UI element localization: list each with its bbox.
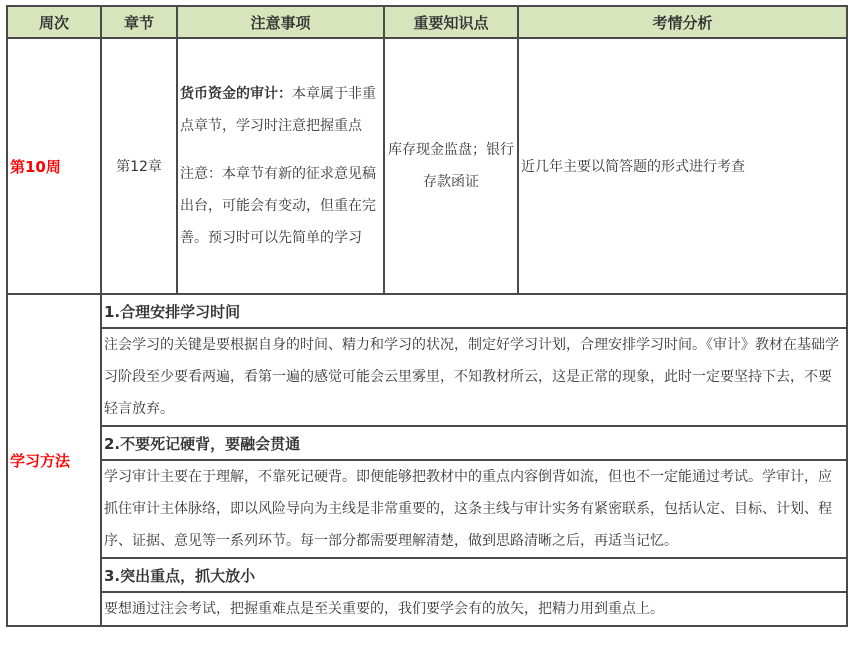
method-title-1: 1.合理安排学习时间 — [101, 294, 847, 328]
method-title-row-3 — [7, 558, 847, 592]
notes-paragraph-1 — [180, 78, 381, 142]
notes-topic-title: 货币资金的审计： — [180, 86, 292, 102]
chapter-cell: 第12章 — [101, 38, 177, 294]
analysis-cell: 近几年主要以简答题的形式进行考查 — [518, 38, 847, 294]
method-body-3: 要想通过注会考试，把握重难点是至关重要的，我们要学会有的放矢，把精力用到重点上。 — [101, 592, 847, 626]
study-plan-table — [6, 5, 848, 627]
method-body-2: 学习审计主要在于理解，不靠死记硬背。即便能够把教材中的重点内容倒背如流，但也不一定能通过考试。学审计，应抓住审计主体脉络，即以风险导向为主线是非常重要的，这条主线与审计实务有紧密联系，包括认定、目标、计划、程序、证据、意见等一系列环节。每一部分都需要理解清楚，做到思路清晰之后，再适当记忆。 — [101, 460, 847, 558]
methods-label: 学习方法 — [7, 294, 101, 626]
header-chapter: 章节 — [101, 6, 177, 38]
week-cell: 第10周 — [7, 38, 101, 294]
method-body-row-3 — [7, 592, 847, 626]
notes-topic-text: 本章属于非重点章节，学习时注意把握重点 — [180, 86, 376, 134]
method-title-2: 2.不要死记硬背，要融会贯通 — [101, 426, 847, 460]
method-body-1: 注会学习的关键是要根据自身的时间、精力和学习的状况，制定好学习计划，合理安排学习时间。《审计》教材在基础学习阶段至少要看两遍，看第一遍的感觉可能会云里雾里，不知教材所云，这是正常的现象，此时一定要坚持下去，不要轻言放弃。 — [101, 328, 847, 426]
header-analysis: 考情分析 — [518, 6, 847, 38]
key-points-cell: 库存现金监盘；银行存款函证 — [384, 38, 518, 294]
header-week: 周次 — [7, 6, 101, 38]
method-body-row-2 — [7, 460, 847, 558]
notes-paragraph-2: 注意：本章节有新的征求意见稿出台，可能会有变动，但重在完善。预习时可以先简单的学习 — [180, 166, 376, 246]
header-key-points: 重要知识点 — [384, 6, 518, 38]
table-row-week10 — [7, 38, 847, 294]
method-body-row-1 — [7, 328, 847, 426]
header-notes: 注意事项 — [177, 6, 384, 38]
method-title-row-2 — [7, 426, 847, 460]
method-title-3: 3.突出重点，抓大放小 — [101, 558, 847, 592]
notes-cell — [177, 38, 384, 294]
method-title-row-1 — [7, 294, 847, 328]
header-row — [7, 6, 847, 38]
